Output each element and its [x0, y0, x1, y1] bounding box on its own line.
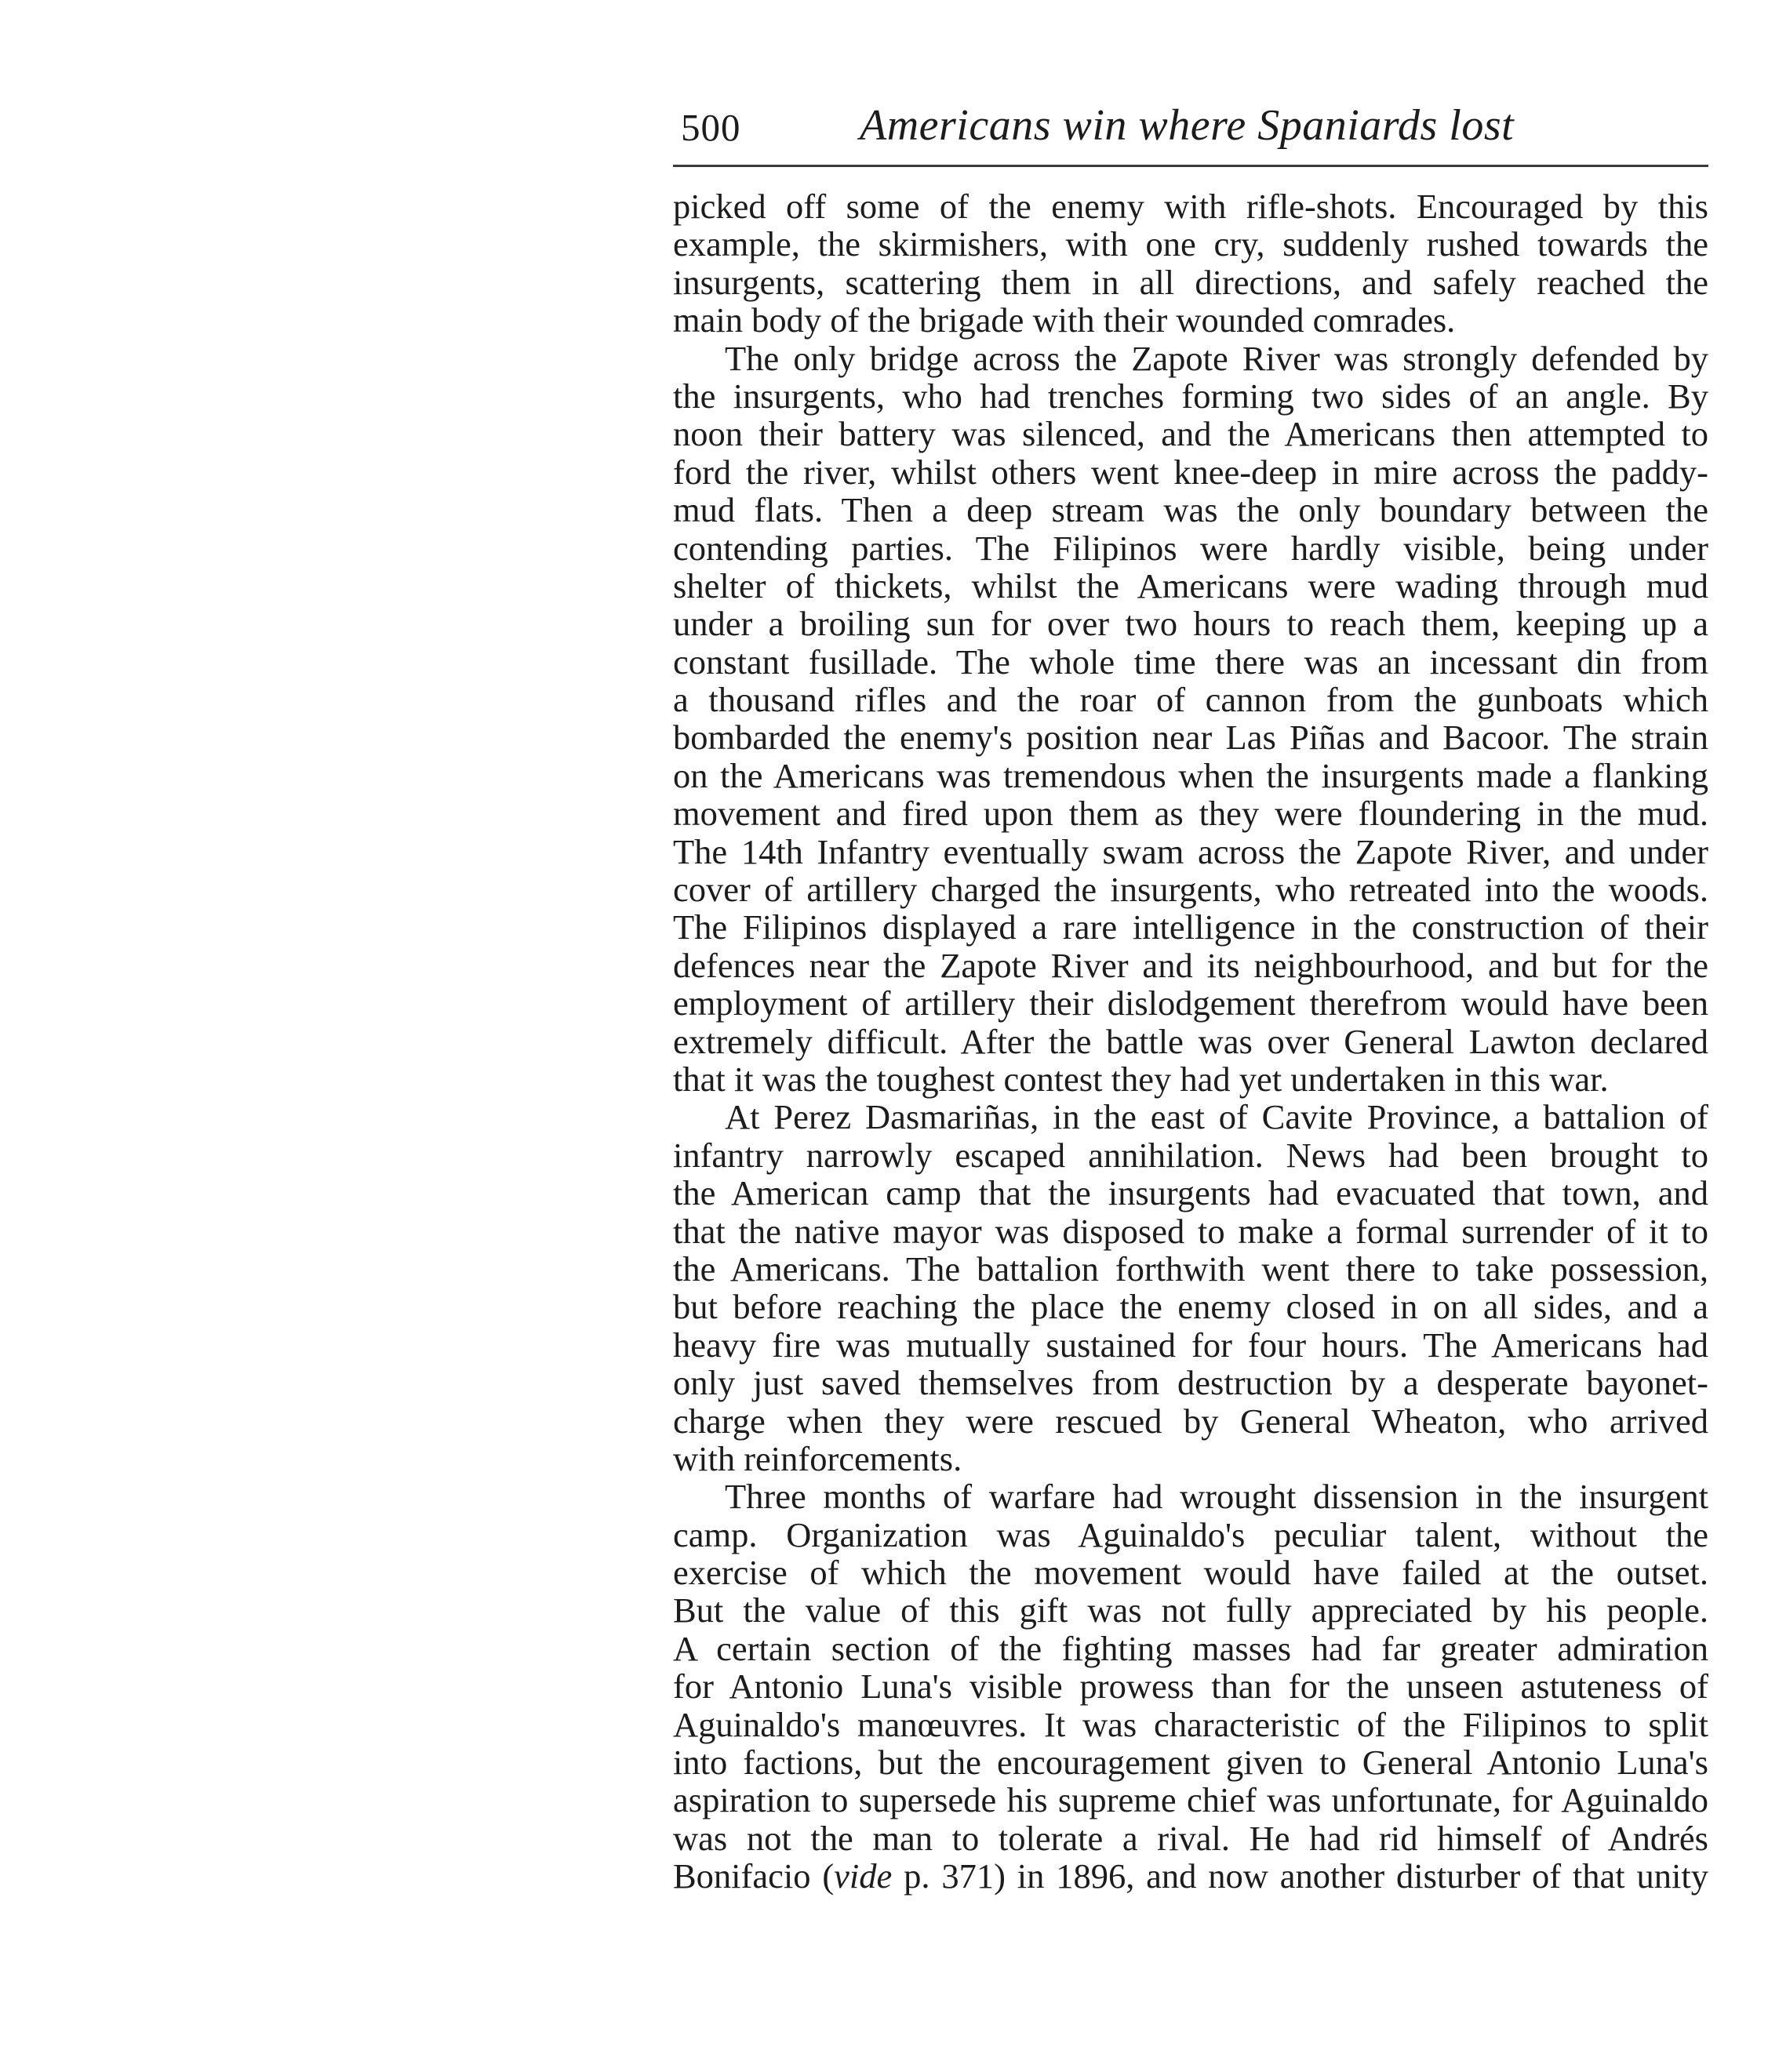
text-line: The only bridge across the Zapote River was strongly defended by: [725, 338, 1708, 378]
text-line: extremely difficult. After the battle was over General Lawton declared: [673, 1021, 1708, 1061]
text-line: The Filipinos displayed a rare intelligence in the construction of their: [673, 907, 1708, 947]
text-fragment: p. 371) in 1896, and now another disturber of that unity: [892, 1856, 1708, 1896]
text-line: under a broiling sun for over two hours to reach them, keeping up a: [673, 604, 1708, 644]
text-line: exercise of which the movement would have failed at the outset.: [673, 1553, 1708, 1593]
text-line: cover of artillery charged the insurgents, who retreated into the woods.: [673, 870, 1708, 910]
text-line: But the value of this gift was not fully appreciated by his people.: [673, 1590, 1708, 1630]
text-line: insurgents, scattering them in all directions, and safely reached the: [673, 262, 1708, 302]
page-header: [673, 94, 1708, 167]
text-line: movement and fired upon them as they were floundering in the mud.: [673, 794, 1708, 834]
text-line: ford the river, whilst others went knee-deep in mire across the paddy-: [673, 452, 1708, 492]
text-fragment: Bonifacio (: [673, 1856, 835, 1896]
text-line: that it was the toughest contest they had yet undertaken in this war.: [673, 1059, 1609, 1099]
text-line: for Antonio Luna's visible prowess than for the unseen astuteness of: [673, 1667, 1708, 1707]
book-page: [673, 94, 1708, 1896]
text-line-final: [673, 1857, 1708, 1895]
text-line: contending parties. The Filipinos were hardly visible, being under: [673, 528, 1708, 568]
text-line: At Perez Dasmariñas, in the east of Cavite Province, a battalion of: [725, 1097, 1708, 1137]
text-line: mud flats. Then a deep stream was the only boundary between the: [673, 490, 1708, 530]
italic-word: vide: [834, 1856, 893, 1896]
text-line: with reinforcements.: [673, 1438, 962, 1478]
text-line: defences near the Zapote River and its neighbourhood, and but for the: [673, 945, 1708, 985]
text-line: infantry narrowly escaped annihilation. News had been brought to: [673, 1135, 1708, 1175]
text-line: a thousand rifles and the roar of cannon from the gunboats which: [673, 680, 1708, 720]
text-line: shelter of thickets, whilst the Americans were wading through mud: [673, 565, 1708, 605]
text-line: main body of the brigade with their wounded comrades.: [673, 300, 1456, 340]
running-title: Americans win where Spaniards lost: [860, 101, 1515, 150]
text-line: heavy fire was mutually sustained for four hours. The Americans had: [673, 1325, 1708, 1365]
text-line: charge when they were rescued by General Wheaton, who arrived: [673, 1401, 1708, 1441]
text-line: employment of artillery their dislodgement therefrom would have been: [673, 983, 1708, 1023]
text-line: bombarded the enemy's position near Las Piñas and Bacoor. The strain: [673, 718, 1708, 758]
text-line: but before reaching the place the enemy closed in on all sides, and a: [673, 1287, 1708, 1327]
text-line: only just saved themselves from destruction by a desperate bayonet-: [673, 1363, 1708, 1403]
text-line: camp. Organization was Aguinaldo's peculiar talent, without the: [673, 1514, 1708, 1554]
page-number: 500: [681, 106, 741, 149]
text-line: picked off some of the enemy with rifle-shots. Encouraged by this: [673, 187, 1708, 226]
text-line: A certain section of the fighting masses had far greater admiration: [673, 1628, 1708, 1668]
text-line: the Americans. The battalion forthwith went there to take possession,: [673, 1249, 1708, 1289]
text-line: aspiration to supersede his supreme chief was unfortunate, for Aguinaldo: [673, 1780, 1708, 1820]
text-line: that the native mayor was disposed to make a formal surrender of it to: [673, 1211, 1708, 1251]
text-line: the insurgents, who had trenches forming two sides of an angle. By: [673, 376, 1708, 416]
text-line: was not the man to tolerate a rival. He had rid himself of Andrés: [673, 1818, 1708, 1858]
text-line: example, the skirmishers, with one cry, suddenly rushed towards the: [673, 224, 1708, 264]
text-line: constant fusillade. The whole time there was an incessant din from: [673, 642, 1708, 682]
text-line: Three months of warfare had wrought dissension in the insurgent: [725, 1477, 1708, 1517]
text-line: noon their battery was silenced, and the Americans then attempted to: [673, 414, 1708, 454]
body-text: [673, 187, 1708, 1896]
text-line: The 14th Infantry eventually swam across the Zapote River, and under: [673, 831, 1708, 871]
text-line: into factions, but the encouragement given to General Antonio Luna's: [673, 1743, 1708, 1783]
text-line: Aguinaldo's manœuvres. It was characteristic of the Filipinos to split: [673, 1704, 1708, 1744]
text-line: on the Americans was tremendous when the insurgents made a flanking: [673, 755, 1708, 795]
text-line: the American camp that the insurgents had evacuated that town, and: [673, 1173, 1708, 1213]
